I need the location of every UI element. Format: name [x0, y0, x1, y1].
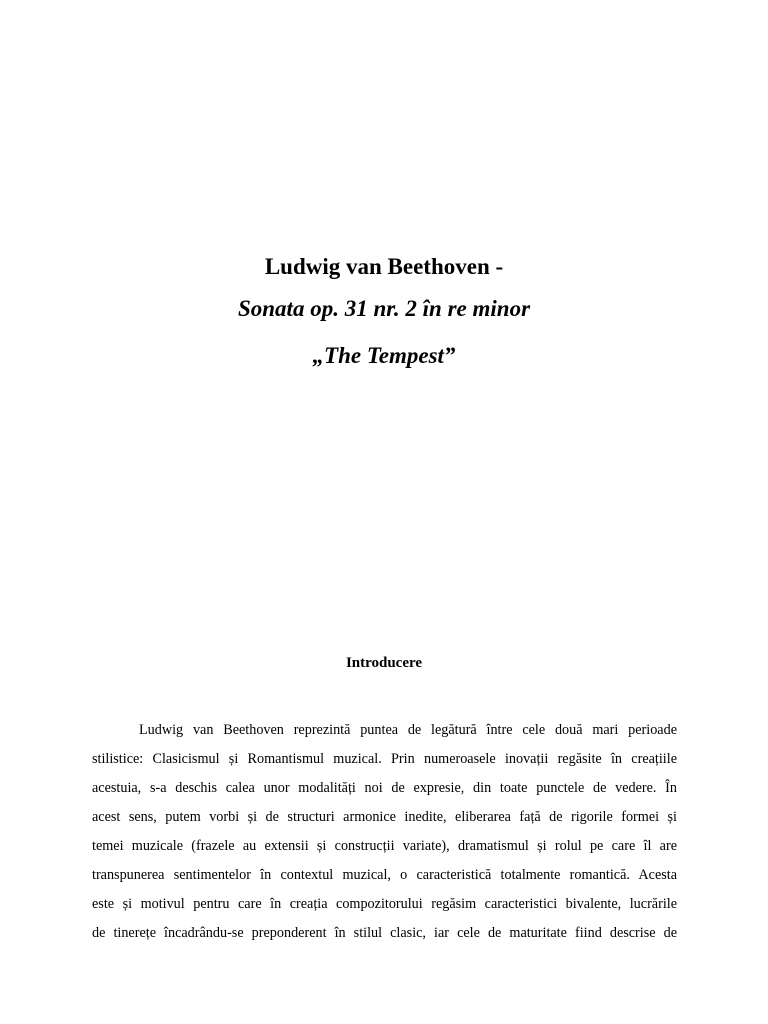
- paragraph-line: este și motivul pentru care în creația compozitorului regăsim caracteristici bivalente, lucrările: [92, 896, 677, 912]
- section-heading: Introducere: [345, 655, 423, 671]
- paragraph-line: Ludwig van Beethoven reprezintă puntea de legătură între cele două mari perioade: [139, 722, 677, 738]
- paragraph-line: de tinerețe încadrându-se preponderent în stilul clasic, iar cele de maturitate fiind descrise de: [92, 925, 677, 941]
- document-nickname: „The Tempest”: [312, 343, 456, 368]
- paragraph-line: stilistice: Clasicismul și Romantismul muzical. Prin numeroasele inovații regăsite în creațiile: [92, 751, 677, 767]
- paragraph-line: acest sens, putem vorbi și de structuri armonice inedite, eliberarea față de rigorile formei și: [92, 809, 677, 825]
- body-paragraph: [92, 720, 677, 952]
- paragraph-line: acestuia, s-a deschis calea unor modalități noi de expresie, din toate punctele de vedere. În: [92, 780, 677, 796]
- document-title: Ludwig van Beethoven -: [264, 254, 504, 279]
- paragraph-line: transpunerea sentimentelor în contextul muzical, o caracteristică totalmente romantică. Acesta: [92, 867, 677, 883]
- paragraph-line: temei muzicale (frazele au extensii și construcții variate), dramatismul și rolul pe care îl are: [92, 838, 677, 854]
- document-subtitle: Sonata op. 31 nr. 2 în re minor: [237, 296, 531, 321]
